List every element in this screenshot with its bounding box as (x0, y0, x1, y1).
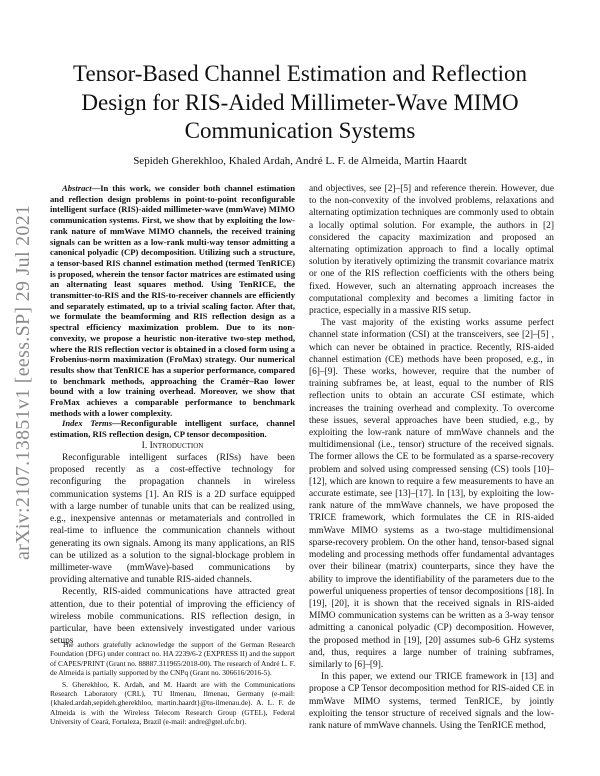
paper-title: Tensor-Based Channel Estimation and Reflection Design for RIS-Aided Millimeter-Wave MIMO Communication Systems (73, 61, 527, 143)
paragraph: In this paper, we extend our TRICE framework in [13] and propose a CP Tensor decomposition method for RIS-aided CE in mmWave MIMO systems, termed TenRICE, by jointly exploiting the tensor structure of received signals and the low-rank nature of mmWave channels. Using the TenRICE method, (309, 672, 554, 731)
footnotes (50, 640, 295, 729)
paragraph: Reconfigurable intelligent surfaces (RISs) have been proposed recently as a cost-effective technology for reconfiguring the propagation channels in wireless communication systems [1]. An RIS is a 2D surface equipped with a large number of tunable units that can be realized using, e.g., inexpensive antennas or metamaterials and controlled in real-time to influence the communication channels without generating its own signals. Among its many applications, an RIS can be utilized as a solution to the signal-blockage problem in millimeter-wave (mmWave)-based communications by providing alternative and tunable RIS-aided channels. (50, 453, 295, 586)
left-column (50, 183, 295, 647)
footnote-affiliations: S. Gherekhloo, K. Ardah, and M. Haardt are with the Communications Research Laboratory (CRL), TU Ilmenau, Ilmenau, Germany (e-mail: {khaled.ardah,sepideh.gherekhloo, martin.haardt}@tu-ilmenau.de). A. L. F. de Almeida is with the Wireless Telecom Research Group (GTEL), Federal University of Ceará, Fortaleza, Brazil (e-mail: andre@gtel.ufc.br). (50, 679, 295, 727)
paragraph: Recently, RIS-aided communications have attracted great attention, due to their potential of improving the efficiency of wireless mobile communications. RIS reflection design, in particular, have been extensively investigated under various setups (50, 587, 295, 647)
index-terms-text: —Reconfigurable intelligent surface, channel estimation, RIS reflection design, CP tensor decomposition. (50, 418, 296, 440)
paragraph: The vast majority of the existing works assume perfect channel state information (CSI) at the transceivers, see [2]–[5] , which can never be obtained in practice. Recently, RIS-aided channel estimation (CE) methods have been proposed, e.g., in [6]–[9]. These works, however, require that the number of training subframes be, at least, equal to the number of RIS reflection units to obtain an accurate CSI estimate, which increases the training overhead and complexity. To overcome these issues, several approaches have been studied, e.g., by exploiting the low-rank nature of mmWave channels and the multidimensional (i.e., tensor) structure of the received signals. The former allows the CE to be formulated as a sparse-recovery problem and solved using compressed sensing (CS) tools [10]–[12], which are known to require a few measurements to have an accurate estimate, see [13]–[17]. In [13], by exploiting the low-rank nature of the mmWave channels, we have proposed the TRICE framework, which formulates the CE in RIS-aided mmWave MIMO systems as a two-stage multidimensional sparse-recovery problem. On the other hand, tensor-based signal modeling and processing methods offer fundamental advantages over their bilinear (matrix) counterparts, since they have the ability to improve the identifiability of the parameters due to the powerful uniqueness properties of tensor decompositions [18]. In [19], [20], it is shown that the received signals in RIS-aided MIMO communication systems can be written as a 3-way tensor admitting a canonical polyadic (CP) decomposition. However, the proposed method in [19], [20] assumes sub-6 GHz systems and, thus, requires a large number of training subframes, similarly to [6]–[9]. (309, 318, 554, 670)
footnote-funding: The authors gratefully acknowledge the support of the German Research Foundation (DFG) under contract no. HA 2239/6-2 (EXPRESS II) and the support of CAPES/PRINT (Grant no. 88887.311965/2018-00). The research of André L. F. de Almeida is partially supported by the CNPq (Grant no. 306616/2016-5). (50, 640, 295, 678)
arxiv-identifier: arXiv:2107.13851v1 [eess.SP] 29 Jul 2021 (12, 204, 34, 560)
abstract (50, 183, 295, 418)
right-column (309, 183, 554, 732)
abstract-text: —In this work, we consider both channel estimation and reflection design problems in point-to-point reconfigurable intelligent surface (RIS)-aided millimeter-wave (mmWave) MIMO communication systems. First, we show that by exploiting the low-rank nature of mmWave MIMO channels, the received training signals can be written as a low-rank multi-way tensor admitting a canonical polyadic (CP) decomposition. Utilizing such a structure, a tensor-based RIS channel estimation method (termed TenRICE) is proposed, wherein the tensor factor matrices are estimated using an alternating least squares method. Using TenRICE, the transmitter-to-RIS and the RIS-to-receiver channels are efficiently and separately estimated, up to a trivial scaling factor. After that, we formulate the beamforming and RIS reflection design as a spectral efficiency maximization problem. Due to its non-convexity, we propose a heuristic non-iterative two-step method, where the RIS reflection vector is obtained in a closed form using a Frobenius-norm maximization (FroMax) strategy. Our numerical results show that TenRICE has a superior performance, compared to benchmark methods, approaching the Cramér–Rao lower bound with a low training overhead. Moreover, we show that FroMax achieves a comparable performance to benchmark methods with a lower complexity. (50, 183, 295, 418)
index-terms (50, 418, 295, 439)
author-list: Sepideh Gherekhloo, Khaled Ardah, André L. F. de Almeida, Martin Haardt (133, 155, 467, 167)
index-terms-label: Index Terms (62, 418, 113, 429)
section-heading-introduction: I. Introduction (141, 439, 204, 451)
paragraph: and objectives, see [2]–[5] and reference therein. However, due to the non-convexity of the involved problems, relaxations and alternating optimization techniques are commonly used to obtain a locally optimal solution. For example, the authors in [2] considered the capacity maximization and proposed an alternating optimization approach to find a locally optimal solution by iteratively optimizing the transmit covariance matrix or one of the RIS reflection coefficients with the others being fixed. However, such an alternating approach increases the computational complexity and becomes a limiting factor in practice, especially in a massive RIS setup. (309, 184, 554, 317)
abstract-label: Abstract (62, 183, 92, 193)
